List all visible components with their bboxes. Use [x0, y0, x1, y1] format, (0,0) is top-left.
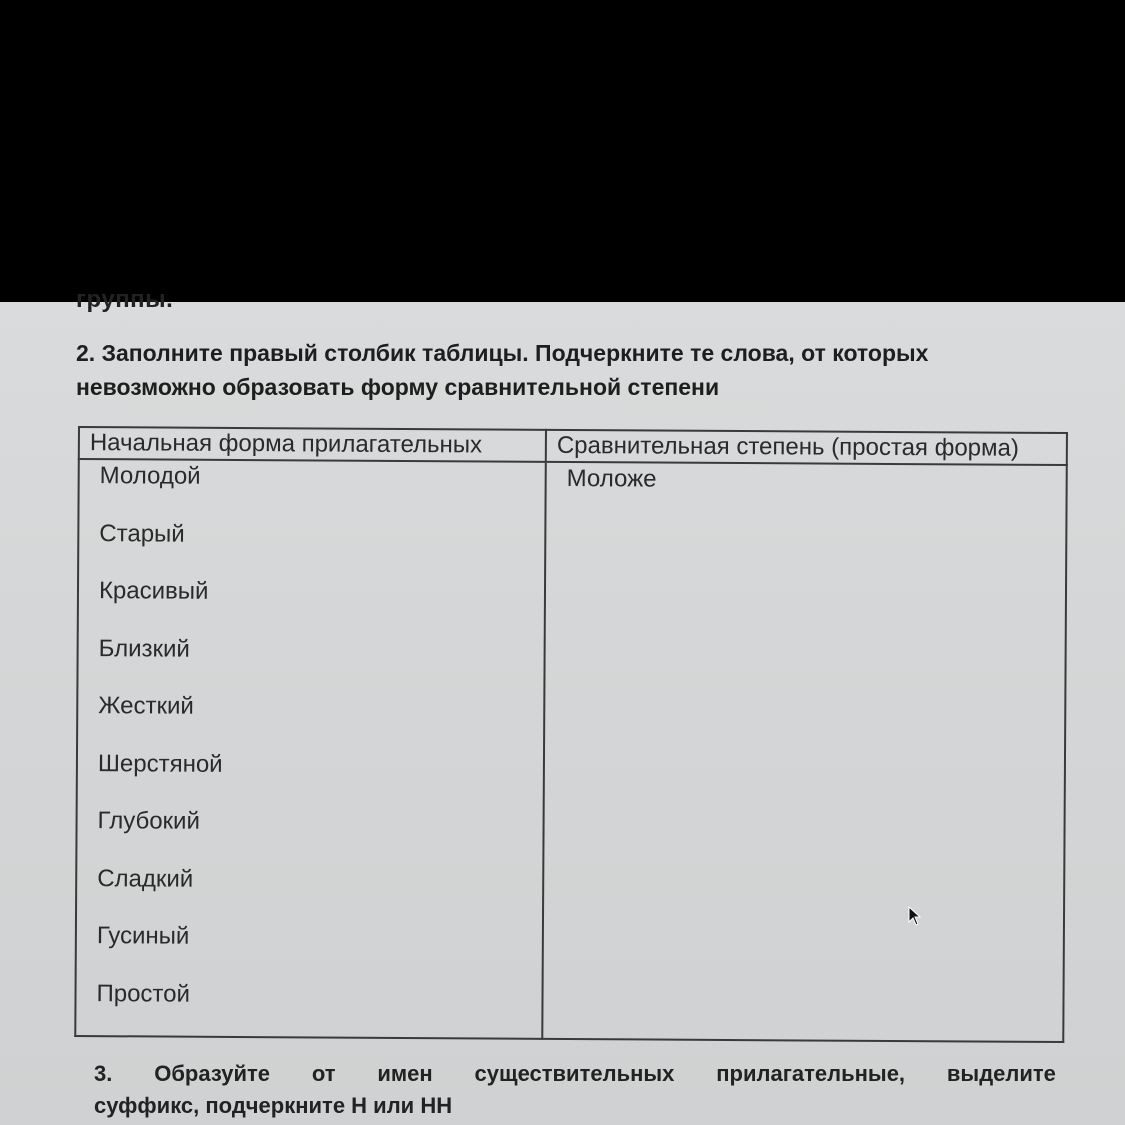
task-3-line-2: суффикс, подчеркните Н или НН: [94, 1093, 453, 1118]
task-3-line-1: [94, 1058, 1056, 1090]
header-comparative: Сравнительная степень (простая форма): [546, 430, 1067, 465]
mouse-pointer-icon: [908, 906, 922, 926]
adjective-cell: Глубокий: [97, 807, 200, 835]
task-3-word: Образуйте: [154, 1061, 271, 1086]
comparative-column[interactable]: [542, 462, 1067, 1042]
task-3-word: выделите: [946, 1061, 1056, 1086]
adjective-cell: Молодой: [99, 462, 201, 490]
task-3-word: существительных: [474, 1061, 675, 1086]
adjective-cell: Жесткий: [98, 692, 194, 720]
comparative-cell: Моложе: [566, 464, 657, 493]
table-body-row: [75, 459, 1067, 1042]
task-3-word: от: [311, 1061, 336, 1086]
adjective-cell: Сладкий: [97, 864, 194, 893]
task-3-word: имен: [377, 1061, 433, 1086]
task-3-word: 3.: [94, 1061, 113, 1086]
adjective-table: [74, 426, 1068, 1043]
task-2-title: 2. Заполните правый столбик таблицы. Подчеркните те слова, от которых невозможно образовать форму сравнительной степени: [76, 340, 929, 400]
black-margin: [0, 0, 1125, 302]
adjective-cell: Красивый: [98, 577, 209, 605]
cut-off-heading: группы.: [76, 286, 174, 313]
task-3-word: прилагательные,: [716, 1061, 906, 1086]
adjective-cell: Гусиный: [96, 922, 190, 950]
document-screen: [0, 286, 1125, 1125]
adjective-cell: Шерстяной: [97, 749, 223, 778]
adjective-cell: Близкий: [98, 634, 190, 663]
header-initial-form: Начальная форма прилагательных: [79, 427, 546, 462]
adjective-column: [75, 459, 546, 1039]
adjective-cell: Простой: [96, 979, 191, 1008]
adjective-cell: Старый: [99, 519, 185, 548]
task-3-text: [94, 1058, 1056, 1122]
